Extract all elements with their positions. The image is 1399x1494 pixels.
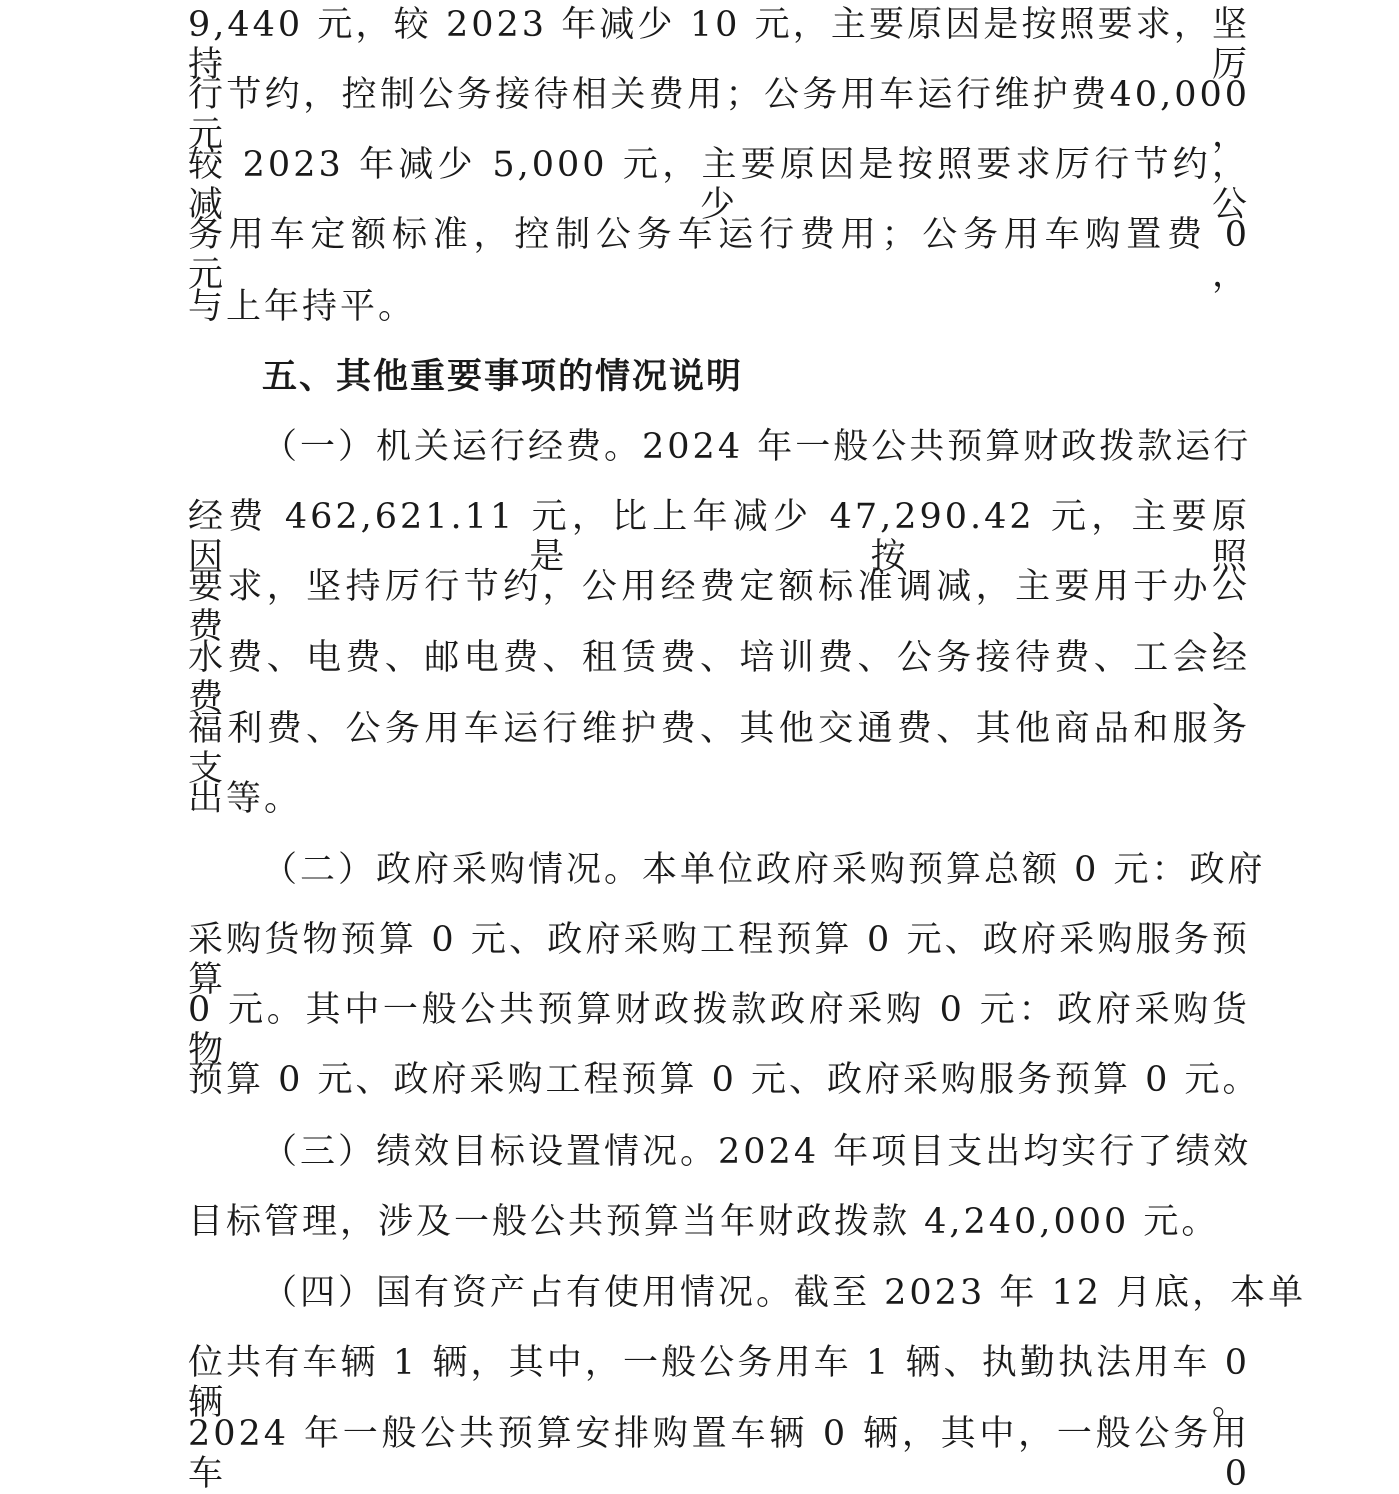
item-text: 本单位政府采购预算总额 0 元：政府 <box>642 850 1266 890</box>
paragraph-line: 水费、电费、邮电费、租赁费、培训费、公务接待费、工会经费、 <box>188 638 1250 718</box>
paragraph-line: 福利费、公务用车运行维护费、其他交通费、其他商品和服务支 <box>188 709 1250 789</box>
paragraph-line: 2024 年一般公共预算安排购置车辆 0 辆，其中，一般公务用车 0 <box>188 1414 1250 1494</box>
section-heading: 五、其他重要事项的情况说明 <box>262 357 744 397</box>
paragraph-line: 较 2023 年减少 5,000 元，主要原因是按照要求厉行节约，减少公 <box>188 145 1250 225</box>
item-label: （三）绩效目标设置情况。 <box>262 1132 719 1172</box>
paragraph-line: 出等。 <box>188 779 303 819</box>
item-first-line <box>262 1273 1307 1313</box>
paragraph-line: 目标管理，涉及一般公共预算当年财政拨款 4,240,000 元。 <box>188 1202 1220 1242</box>
paragraph-line: 行节约，控制公务接待相关费用；公务用车运行维护费40,000元， <box>188 75 1250 155</box>
item-text: 2024 年项目支出均实行了绩效 <box>718 1132 1252 1172</box>
item-label: （一）机关运行经费。 <box>262 427 643 467</box>
paragraph-line: 9,440 元，较 2023 年减少 10 元，主要原因是按照要求，坚持厉 <box>188 5 1250 85</box>
item-label: （二）政府采购情况。 <box>262 850 643 890</box>
item-label: （四）国有资产占有使用情况。 <box>262 1273 795 1313</box>
paragraph-line: 要求，坚持厉行节约，公用经费定额标准调减，主要用于办公费、 <box>188 567 1250 647</box>
item-text: 2024 年一般公共预算财政拨款运行 <box>642 427 1252 467</box>
paragraph-line: 采购货物预算 0 元、政府采购工程预算 0 元、政府采购服务预算 <box>188 920 1250 1000</box>
item-first-line <box>262 1132 1252 1172</box>
paragraph-line: 0 元。其中一般公共预算财政拨款政府采购 0 元：政府采购货物 <box>188 990 1250 1070</box>
paragraph-line: 经费 462,621.11 元，比上年减少 47,290.42 元，主要原因是按照 <box>188 497 1250 577</box>
paragraph-line: 务用车定额标准，控制公务车运行费用；公务用车购置费 0 元， <box>188 215 1250 295</box>
item-text: 截至 2023 年 12 月底，本单 <box>794 1273 1307 1313</box>
item-first-line <box>262 427 1252 467</box>
paragraph-line: 与上年持平。 <box>188 287 417 327</box>
paragraph-line: 预算 0 元、政府采购工程预算 0 元、政府采购服务预算 0 元。 <box>188 1060 1261 1100</box>
item-first-line <box>262 850 1266 890</box>
paragraph-line: 位共有车辆 1 辆，其中，一般公务用车 1 辆、执勤执法用车 0 辆。 <box>188 1343 1250 1423</box>
